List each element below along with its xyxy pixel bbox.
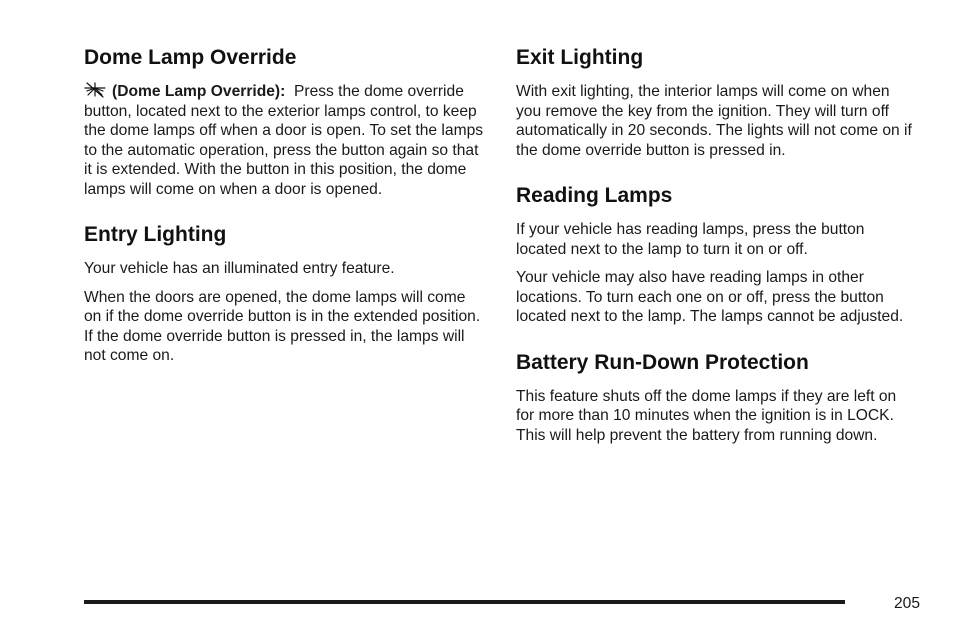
heading-exit-lighting: Exit Lighting (516, 46, 644, 69)
entry-lighting-paragraph-1: Your vehicle has an illuminated entry feature. (84, 260, 395, 277)
reading-lamps-paragraph-2: Your vehicle may also have reading lamps in other locations. To turn each one on or off, press the button located next to the lamp. The lamps cannot be adjusted. (516, 269, 904, 325)
battery-rundown-paragraph-1: This feature shuts off the dome lamps if they are left on for more than 10 minutes when the ignition is in LOCK. This will help prevent the battery from running down. (516, 387, 897, 444)
left-column (84, 44, 484, 375)
heading-dome-lamp-override: Dome Lamp Override (84, 46, 297, 69)
reading-lamps-paragraph-1: If your vehicle has reading lamps, press the button located next to the lamp to turn it on or off. (516, 221, 865, 258)
page-number: 205 (893, 595, 920, 612)
footer-rule (84, 600, 845, 604)
section-exit-lighting (516, 44, 916, 160)
dome-lamp-override-body: Press the dome override button, located next to the exterior lamps control, to keep the dome lamps off when a door is open. To set the lamps to the automatic operation, press the button again so that it is extended. With the button in this position, the dome lamps will come on when a door is opened. (84, 83, 484, 198)
heading-battery-rundown-protection: Battery Run-Down Protection (516, 350, 809, 374)
section-dome-lamp-override (84, 44, 484, 199)
right-column (516, 44, 916, 454)
section-reading-lamps (516, 182, 916, 327)
heading-entry-lighting: Entry Lighting (84, 223, 227, 246)
dome-lamp-override-paragraph (84, 82, 484, 199)
section-entry-lighting (84, 221, 484, 366)
dome-lamp-override-label: (Dome Lamp Override): (112, 83, 286, 100)
exit-lighting-paragraph-1: With exit lighting, the interior lamps will come on when you remove the key from the ignition. They will turn off automatically in 20 seconds. The lights will not come on if the dome override button is pressed in. (516, 83, 912, 159)
heading-reading-lamps: Reading Lamps (516, 184, 673, 207)
section-battery-rundown-protection (516, 349, 916, 446)
dome-lamp-override-icon (84, 82, 106, 98)
entry-lighting-paragraph-2: When the doors are opened, the dome lamps will come on if the dome override button is in the extended position. If the dome override button is pressed in, the lamps will not come on. (84, 288, 481, 364)
